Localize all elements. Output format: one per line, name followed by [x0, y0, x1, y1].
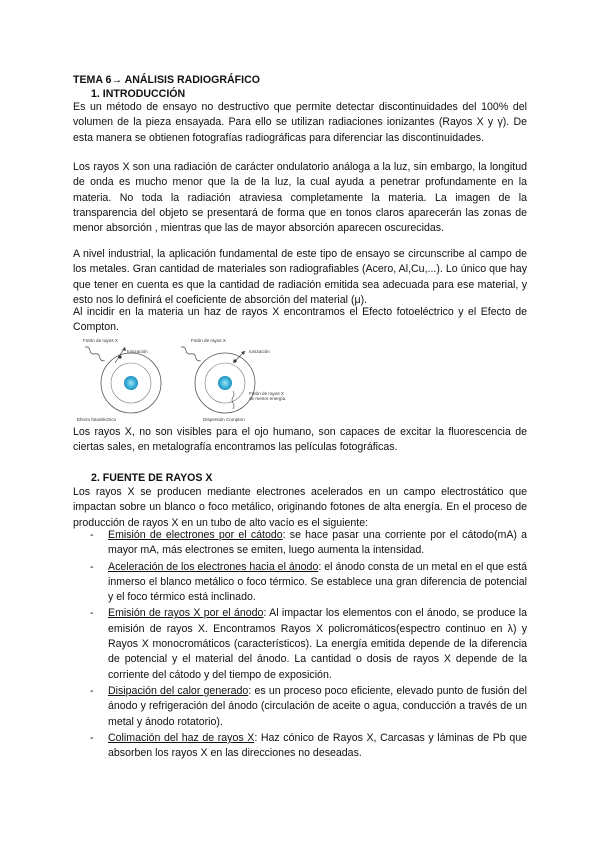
list-item-term: Colimación del haz de rayos X [108, 731, 255, 744]
list-item-text: : se hace pasar una corriente por el cátodo(mA) a mayor mA, más electrones se emiten, luego aumenta la intensidad. [108, 529, 528, 557]
list-item-text: : el ánodo consta de un metal en el que está inmerso el blanco metálico o foco térmico. Se establece una gran diferencia de potencial y el foco térmico está inclinado. [108, 560, 527, 604]
label-right-lowenergy-1: Fotón de rayos X [249, 391, 284, 396]
paragraph-intro-4: Al incidir en la materia un haz de rayos X encontramos el Efecto fotoeléctrico y el Efecto de Compton. [73, 306, 527, 334]
photon-wave-icon [180, 346, 201, 362]
compton-atom [180, 346, 255, 413]
label-left-photon: Fotón de rayos X [83, 338, 118, 343]
label-right-lowenergy-2: de menor energía [249, 396, 286, 401]
paragraph-intro-3: A nivel industrial, la aplicación fundamental de este tipo de ensayo se circunscribe al campo de los metales. Gran cantidad de materiales son radiografiables (Acero, Al,Cu,...). Lo único que hay que tener en cuenta es que la cantidad de radiación emitida sea adecuada para ese material, y esto nos lo definirá el coeficiente de absorción del material (μ). [73, 248, 527, 306]
list-item-term: Emisión de rayos X por el ánodo [108, 607, 264, 620]
label-right-photon: Fotón de rayos X [191, 338, 226, 343]
list-item: - Emisión de electrones por el cátodo: se hace pasar una corriente por el cátodo(mA) a mayor mA, más electrones se emiten, luego aumenta la intensidad. [90, 529, 528, 557]
list-item: - Aceleración de los electrones hacia el ánodo: el ánodo consta de un metal en el que está inmerso el blanco metálico o foco térmico. Se establece una gran diferencia de potencial y el foco térmico está inclinado. [90, 560, 527, 604]
list-item-term: Emisión de electrones por el cátodo [108, 529, 283, 541]
list-item: - Emisión de rayos X por el ánodo: Al impactar los elementos con el ánodo, se produce la emisión de rayos X. Encontramos Rayos X policromáticos(espectro continuo en λ) y Rayos X monocromáticos (característicos). La energía emitida depende de la diferencia de potencial y el material del ánodo. La cantidad o dosis de rayos X depende de la corriente del cátodo y del tiempo de exposición. [90, 607, 528, 681]
scattered-photon-icon [232, 391, 234, 409]
document-title: TEMA 6→ ANÁLISIS RADIOGRÁFICO [73, 74, 260, 86]
list-item-text: : Haz cónico de Rayos X, Carcasas y láminas de Pb que absorben los rayos X en las direcciones no deseadas. [108, 731, 527, 760]
list-item: - Disipación del calor generado: es un proceso poco eficiente, elevado punto de fusión del ánodo y refrigeración del ánodo (circulación de aceite o agua, conducción a través de un metal y ánodo rotatorio). [90, 684, 527, 728]
section-heading-fuente: 2. FUENTE DE RAYOS X [91, 472, 213, 484]
label-left-ionization: Ionización [127, 349, 148, 354]
label-right-ionization: Ionización [249, 349, 270, 354]
paragraph-intro-2: Los rayos X son una radiación de carácter ondulatorio análoga a la luz, sin embargo, la longitud de onda es mucho menor que la de la luz, la cual ayuda a penetrar profundamente en la materia. No toda la radiación atraviesa completamente la materia. La imagen de la transparencia del objeto se presentará de forma que en tonos claros aparecerán las zonas de menor absorción , mientras que las de mayor absorción aparecen oscurecidas. [73, 161, 527, 235]
photoelectric-atom [84, 346, 161, 413]
paragraph-fuente-1: Los rayos X se producen mediante electrones acelerados en un campo electrostático que impactan sobre un blanco o foco metálico, originando fotones de alta energía. En el proceso de producción de rayos X en un tubo de alto vacío es el siguiente: [73, 486, 527, 529]
list-item-term: Disipación del calor generado [108, 684, 249, 697]
paragraph-intro-5: Los rayos X, no son visibles para el ojo humano, son capaces de excitar la fluorescencia de ciertas sales, en metalografía encontramos las películas fotográficas. [73, 426, 527, 454]
electron-icon [233, 359, 236, 362]
nucleus-icon [124, 376, 138, 390]
caption-compton: Dispersión Compton [203, 417, 245, 422]
paragraph-intro-1: Es un método de ensayo no destructivo que permite detectar discontinuidades del 100% del volumen de la pieza ensayada. Para ello se utilizan radiaciones ionizantes (Rayos X y γ). De esta manera se obtienen fotografías radiográficas para diferenciar las discontinuidades. [73, 101, 527, 144]
atom-interaction-figure [73, 333, 343, 425]
photon-wave-icon [84, 346, 105, 362]
list-item-text: : es un proceso poco eficiente, elevado punto de fusión del ánodo y refrigeración del ánodo (circulación de aceite o agua, conducción a través de un metal y ánodo rotatorio). [108, 684, 527, 728]
list-item: - Colimación del haz de rayos X: Haz cónico de Rayos X, Carcasas y láminas de Pb que absorben los rayos X en las direcciones no deseadas. [90, 731, 527, 760]
caption-photoelectric: Efecto fotoeléctrico [77, 417, 117, 422]
process-list [90, 528, 527, 762]
nucleus-icon [218, 376, 232, 390]
electron-icon [118, 355, 121, 358]
section-heading-introduccion: 1. INTRODUCCIÓN [91, 88, 186, 100]
list-item-term: Aceleración de los electrones hacia el ánodo [108, 560, 319, 573]
list-item-text: : Al impactar los elementos con el ánodo, se produce la emisión de rayos X. Encontramos Rayos X policromáticos(espectro continuo en λ) y Rayos X monocromáticos (característicos). La energía emitida depende de la diferencia de potencial y el material del ánodo. La cantidad o dosis de rayos X depende de la corriente del cátodo y del tiempo de exposición. [108, 607, 528, 681]
